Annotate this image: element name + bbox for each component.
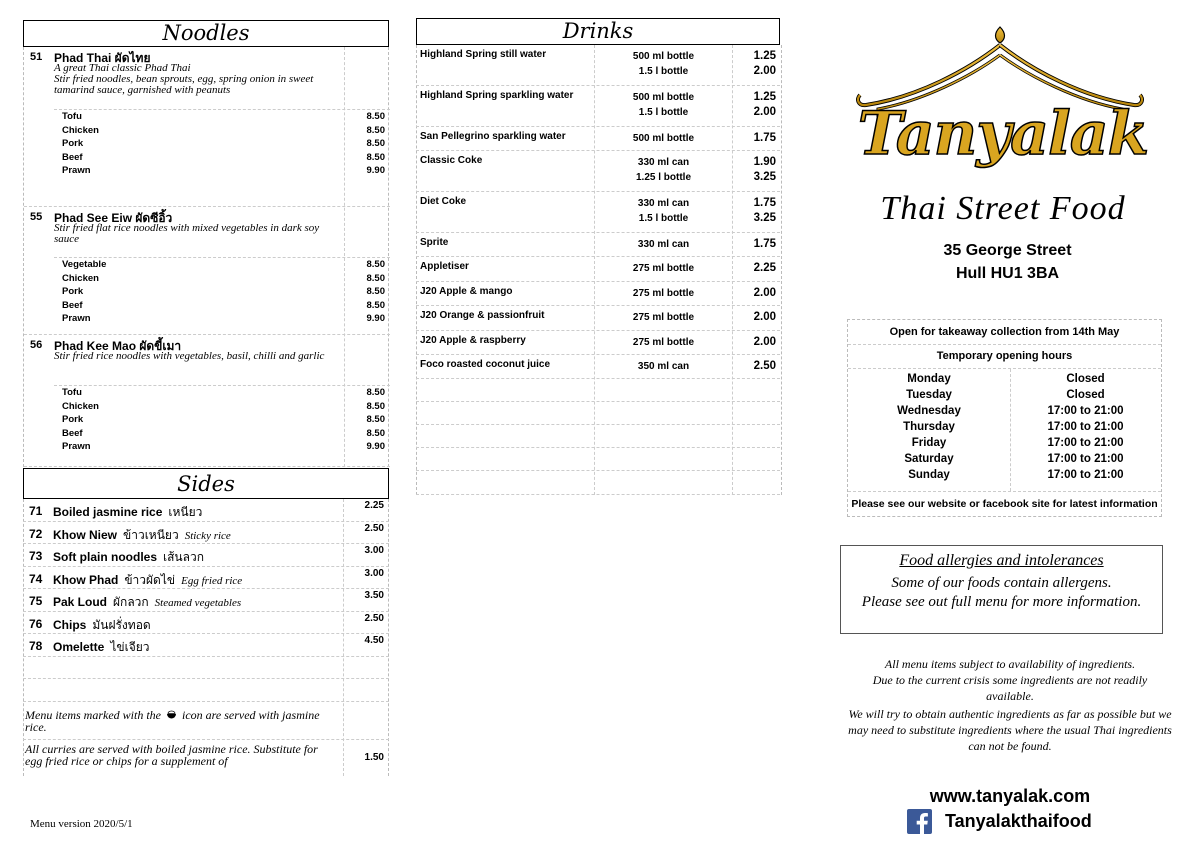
side-name-thai: ข้าวเหนียว: [123, 527, 179, 542]
drink-prices: [754, 49, 776, 79]
side-name-en: Soft plain noodles: [53, 550, 157, 564]
sides-header: Sides: [23, 468, 389, 499]
drink-item: [416, 233, 780, 257]
day-row: [848, 437, 1161, 453]
dish-name: Phad See Eiw ผัดซีอิ้ว: [54, 211, 173, 225]
disclaimer-line: Due to the current crisis some ingredients are not readily available.: [872, 673, 1148, 703]
side-price: 2.50: [364, 522, 384, 534]
day-name: Wednesday: [897, 405, 961, 417]
variant-row: [54, 272, 390, 286]
side-name: [53, 548, 204, 567]
variant-list: [54, 257, 390, 326]
drink-item: [416, 45, 780, 86]
day-row: [848, 421, 1161, 437]
drink-sizes: [596, 261, 731, 276]
variant-price: 8.50: [366, 259, 385, 270]
variant-name: Tofu: [62, 111, 82, 122]
day-row: [848, 453, 1161, 469]
drink-item: [416, 127, 780, 151]
variant-price: 9.90: [366, 313, 385, 325]
side-name: [53, 593, 241, 612]
drink-size: 330 ml can: [637, 198, 690, 209]
side-name-en: Khow Niew: [53, 527, 118, 542]
noodles-section: [23, 20, 389, 467]
variant-row: [54, 413, 390, 427]
opening-hours-box: [847, 319, 1162, 517]
hours-footer: Please see our website or facebook site for latest information: [848, 491, 1161, 516]
brand-name: Tanyalak: [857, 99, 1149, 169]
drink-price: 1.90: [753, 156, 776, 168]
side-number: 75: [29, 594, 43, 608]
availability-disclaimer: [846, 656, 1174, 754]
drinks-section: [416, 18, 780, 495]
note-text: All curries are served with boiled jasmine rice. Substitute for egg fried rice or chips for a supplement of: [25, 742, 318, 768]
side-number: 72: [29, 526, 43, 541]
day-hours: 17:00 to 21:00: [1047, 405, 1124, 417]
drink-price: 2.00: [753, 336, 776, 348]
side-name-thai: เหนียว: [168, 505, 203, 519]
day-row: [848, 469, 1161, 485]
drink-item: [416, 282, 780, 306]
day-name: Saturday: [904, 453, 954, 465]
variant-row: [54, 110, 390, 124]
drink-size: 275 ml bottle: [632, 312, 695, 323]
dish-item: [24, 335, 390, 467]
side-price: 2.50: [364, 612, 384, 624]
side-item: [23, 634, 389, 657]
supplement-price: 1.50: [364, 752, 384, 763]
dish-desc-line: Stir fried flat rice noodles with mixed vegetables in dark soy sauce: [54, 222, 320, 245]
variant-price: 8.50: [366, 400, 385, 412]
day-row: [848, 389, 1161, 405]
day-name: Monday: [907, 373, 951, 385]
sides-section: [23, 468, 389, 776]
drink-size: 275 ml bottle: [632, 288, 695, 299]
drink-prices: [754, 335, 776, 350]
drink-prices: [754, 131, 776, 146]
variant-price: 8.50: [366, 124, 385, 136]
drink-name: Foco roasted coconut juice: [420, 359, 551, 370]
drink-name: San Pellegrino sparkling water: [420, 131, 566, 142]
side-name-en: Omelette: [53, 640, 105, 654]
drink-sizes: [596, 310, 731, 325]
side-price: 3.50: [364, 590, 384, 601]
variant-name: Prawn: [62, 441, 91, 453]
variant-name: Prawn: [62, 165, 91, 177]
side-item: [23, 567, 389, 590]
drink-prices: [754, 359, 776, 374]
day-hours: Closed: [1066, 389, 1105, 401]
side-name: [53, 571, 242, 590]
allergy-title: Food allergies and intolerances: [899, 552, 1104, 569]
dish-number: 51: [30, 51, 43, 63]
drink-name: Diet Coke: [420, 196, 467, 207]
dish-item: [24, 207, 390, 335]
variant-price: 9.90: [366, 441, 385, 453]
variant-list: [54, 109, 390, 178]
day-name: Sunday: [908, 469, 950, 481]
day-name: Tuesday: [906, 389, 952, 401]
drink-size: 275 ml bottle: [632, 263, 695, 274]
drink-name: Highland Spring sparkling water: [420, 90, 574, 101]
drink-size: 1.5 l bottle: [638, 213, 689, 224]
dish-number: 55: [30, 211, 43, 223]
drink-price: 2.00: [753, 106, 776, 118]
drink-name: Appletiser: [420, 261, 469, 272]
drink-item: [416, 331, 780, 355]
side-number: 74: [29, 571, 43, 586]
variant-list: [54, 385, 390, 454]
side-price: 4.50: [364, 635, 384, 646]
dish-description: [54, 223, 344, 245]
rice-icon-note: [23, 708, 389, 740]
side-number: 76: [29, 616, 43, 631]
drink-price: 2.25: [753, 262, 776, 274]
drink-sizes: [596, 359, 731, 374]
hours-subheading: Temporary opening hours: [848, 345, 1161, 369]
drink-sizes: [596, 286, 731, 301]
drink-price: 3.25: [753, 212, 776, 224]
side-price: 3.00: [364, 567, 384, 579]
drink-name: Highland Spring still water: [420, 49, 547, 60]
drink-size: 1.5 l bottle: [638, 107, 689, 118]
drink-prices: [754, 155, 776, 185]
side-name: [53, 503, 202, 522]
drink-item: [416, 192, 780, 233]
variant-name: Beef: [62, 151, 83, 163]
variant-name: Pork: [62, 414, 84, 426]
variant-name: Pork: [62, 138, 84, 150]
variant-name: Prawn: [62, 313, 91, 325]
side-item: [23, 544, 389, 567]
variant-price: 8.50: [366, 286, 385, 298]
dish-desc-line: Stir fried rice noodles with vegetables, basil, chilli and garlic: [54, 350, 325, 362]
drink-sizes: [596, 49, 731, 79]
side-number: 71: [29, 504, 43, 518]
variant-row: [54, 258, 390, 272]
drink-size: 500 ml bottle: [632, 133, 695, 144]
variant-price: 8.50: [366, 414, 385, 426]
variant-name: Chicken: [62, 124, 99, 136]
side-name-thai: ไข่เจียว: [110, 640, 150, 654]
allergy-line: Some of our foods contain allergens.: [891, 575, 1112, 591]
drink-name: Classic Coke: [420, 155, 483, 166]
variant-price: 9.90: [366, 165, 385, 177]
side-name-thai: มันฝรั่งทอด: [92, 617, 151, 632]
dish-item: [24, 47, 390, 207]
side-note: Egg fried rice: [181, 574, 243, 587]
curry-supplement-note: [23, 742, 389, 775]
variant-row: [54, 400, 390, 414]
variant-price: 8.50: [366, 151, 385, 163]
noodles-table: [23, 47, 389, 467]
disclaimer-line: All menu items subject to availability of ingredients.: [884, 657, 1136, 671]
rice-bowl-icon: [166, 709, 177, 720]
dish-desc-line: A great Thai classic Phad Thai: [54, 62, 191, 74]
day-hours: 17:00 to 21:00: [1047, 453, 1124, 465]
variant-row: [54, 440, 390, 454]
drink-price: 1.75: [753, 132, 776, 144]
variant-name: Beef: [62, 299, 83, 311]
drink-price: 1.25: [753, 50, 776, 62]
drink-empty-row: [416, 379, 780, 402]
dish-number: 56: [30, 339, 43, 351]
side-number: 78: [29, 639, 43, 653]
drink-name: J20 Apple & mango: [420, 286, 513, 297]
drink-sizes: [596, 155, 731, 185]
drink-prices: [754, 310, 776, 325]
allergy-line: Please see out full menu for more information.: [861, 594, 1142, 610]
variant-price: 8.50: [366, 138, 385, 150]
restaurant-logo: [848, 25, 1158, 235]
drink-item: [416, 257, 780, 282]
side-name-en: Chips: [53, 617, 87, 632]
drink-empty-row: [416, 402, 780, 425]
side-empty-row: [23, 657, 389, 680]
drink-sizes: [596, 196, 731, 226]
drink-size: 1.25 l bottle: [635, 172, 691, 183]
side-note: Sticky rice: [184, 529, 231, 542]
drink-empty-row: [416, 448, 780, 471]
side-item: [23, 522, 389, 545]
side-name: [53, 526, 231, 545]
drink-name: J20 Orange & passionfruit: [420, 310, 545, 321]
day-hours: Closed: [1066, 373, 1105, 385]
drink-price: 2.00: [753, 311, 776, 323]
address-line1: 35 George Street: [943, 242, 1072, 259]
side-name-en: Boiled jasmine rice: [53, 505, 163, 519]
side-name-thai: ข้าวผัดไข่: [124, 572, 176, 587]
side-number: 73: [29, 549, 43, 563]
variant-name: Tofu: [62, 387, 82, 398]
day-name: Thursday: [903, 421, 955, 433]
drink-size: 500 ml bottle: [632, 92, 695, 103]
facebook-handle: Tanyalakthaifood: [945, 811, 1092, 831]
drink-price: 2.50: [753, 360, 776, 372]
variant-row: [54, 164, 390, 178]
drink-size: 350 ml can: [637, 361, 690, 372]
drink-price: 3.25: [753, 171, 776, 183]
drink-prices: [754, 237, 776, 252]
variant-row: [54, 285, 390, 299]
drink-prices: [754, 90, 776, 120]
dish-description: [54, 63, 354, 96]
facebook-icon: [907, 809, 932, 834]
variant-row: [54, 299, 390, 313]
drink-price: 2.00: [753, 65, 776, 77]
drink-size: 1.5 l bottle: [638, 66, 689, 77]
side-item: [23, 589, 389, 612]
variant-name: Chicken: [62, 400, 99, 412]
drink-size: 500 ml bottle: [632, 51, 695, 62]
side-item: [23, 499, 389, 522]
drink-sizes: [596, 131, 731, 146]
variant-row: [54, 137, 390, 151]
side-price: 2.25: [364, 500, 384, 511]
drink-sizes: [596, 90, 731, 120]
day-hours: 17:00 to 21:00: [1047, 437, 1124, 449]
variant-row: [54, 151, 390, 165]
variant-row: [54, 312, 390, 326]
day-row: [848, 405, 1161, 421]
variant-price: 8.50: [366, 387, 385, 398]
address-line2: Hull HU1 3BA: [955, 265, 1060, 282]
drink-item: [416, 355, 780, 379]
variant-name: Chicken: [62, 272, 99, 284]
variant-name: Pork: [62, 286, 84, 298]
drink-price: 1.25: [753, 91, 776, 103]
day-hours: 17:00 to 21:00: [1047, 469, 1124, 481]
drink-prices: [754, 286, 776, 301]
drink-sizes: [596, 335, 731, 350]
website-link[interactable]: www.tanyalak.com: [929, 786, 1091, 806]
variant-price: 8.50: [366, 427, 385, 439]
side-item: [23, 612, 389, 635]
variant-name: Vegetable: [62, 259, 107, 270]
note-text: [25, 709, 335, 733]
drink-price: 2.00: [753, 287, 776, 299]
drink-size: 275 ml bottle: [632, 337, 695, 348]
side-name-thai: เส้นลวก: [163, 550, 204, 564]
day-hours: 17:00 to 21:00: [1047, 421, 1124, 433]
drink-name: J20 Apple & raspberry: [420, 335, 526, 346]
day-row: [848, 373, 1161, 389]
drink-item: [416, 151, 780, 192]
side-note: Steamed vegetables: [154, 597, 242, 609]
variant-name: Beef: [62, 427, 83, 439]
noodles-header: Noodles: [23, 20, 389, 47]
side-name-en: Pak Loud: [53, 595, 108, 609]
menu-version: Menu version 2020/5/1: [30, 818, 133, 830]
drink-price: 1.75: [753, 238, 776, 250]
drink-empty-row: [416, 425, 780, 448]
drink-item: [416, 86, 780, 127]
dish-desc-line: Stir fried noodles, bean sprouts, egg, spring onion in sweet tamarind sauce, garnished with peanuts: [54, 73, 314, 96]
brand-tagline: Thai Street Food: [880, 190, 1126, 227]
side-price: 3.00: [364, 545, 384, 556]
drink-price: 1.75: [753, 197, 776, 209]
variant-row: [54, 427, 390, 441]
dish-name: Phad Kee Mao ผัดขี้เมา: [54, 339, 182, 353]
variant-row: [54, 386, 390, 400]
note-text-part: icon are served with jasmine rice.: [25, 708, 320, 734]
dish-description: [54, 351, 339, 362]
drinks-header: Drinks: [416, 18, 780, 45]
variant-price: 8.50: [366, 111, 385, 122]
disclaimer-line: We will try to obtain authentic ingredients as far as possible but we may need to substitute ingredients where the usual Thai ingredients can not be found.: [848, 707, 1172, 753]
drink-size: 330 ml can: [637, 157, 690, 168]
drink-empty-row: [416, 471, 780, 495]
drink-item: [416, 306, 780, 331]
allergy-box: [840, 545, 1163, 634]
side-name-en: Khow Phad: [53, 572, 119, 587]
drink-prices: [754, 261, 776, 276]
variant-row: [54, 124, 390, 138]
side-name: [53, 616, 151, 635]
side-empty-row: [23, 679, 389, 702]
day-name: Friday: [911, 437, 947, 449]
drink-sizes: [596, 237, 731, 252]
note-text-part: Menu items marked with the: [25, 708, 161, 722]
dish-name: Phad Thai ผัดไทย: [54, 51, 151, 65]
drink-name: Sprite: [420, 237, 449, 248]
drink-prices: [754, 196, 776, 226]
side-name-thai: ผักลวก: [113, 595, 149, 609]
variant-price: 8.50: [366, 272, 385, 284]
drink-size: 330 ml can: [637, 239, 690, 250]
side-name: [53, 638, 150, 657]
hours-heading: Open for takeaway collection from 14th May: [848, 320, 1161, 345]
variant-price: 8.50: [366, 299, 385, 311]
